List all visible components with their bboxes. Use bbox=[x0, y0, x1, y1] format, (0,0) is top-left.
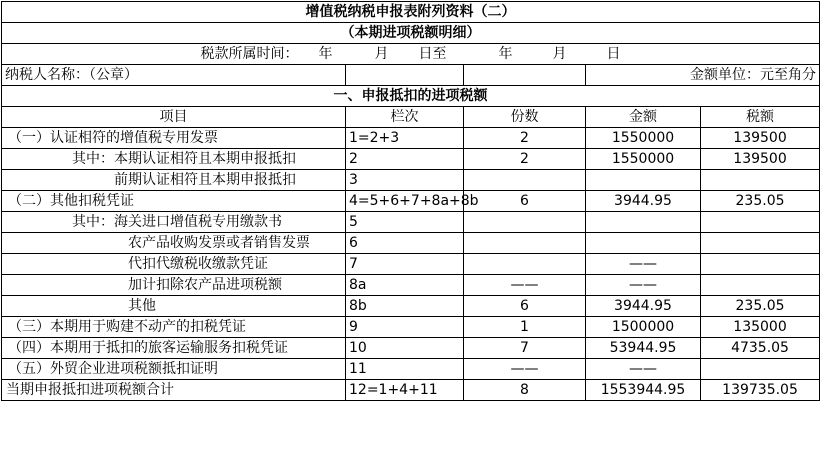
row-column-no: 9 bbox=[346, 317, 464, 338]
table-row bbox=[2, 149, 820, 170]
row-column-no: 4=5+6+7+8a+8b bbox=[346, 191, 464, 212]
tax-form-table bbox=[1, 1, 820, 401]
table-row-total bbox=[2, 380, 820, 401]
row-item: 其他 bbox=[2, 296, 346, 317]
row-count[interactable]: —— bbox=[464, 359, 586, 380]
row-item: （四）本期用于抵扣的旅客运输服务扣税凭证 bbox=[2, 338, 346, 359]
form-title: 增值税纳税申报表附列资料（二） bbox=[2, 2, 820, 23]
row-count[interactable]: 6 bbox=[464, 296, 586, 317]
period-day-end: 日 bbox=[606, 46, 621, 62]
row-column-no: 8a bbox=[346, 275, 464, 296]
row-amount[interactable]: —— bbox=[586, 254, 701, 275]
row-tax[interactable] bbox=[701, 254, 820, 275]
period-label: 税款所属时间： bbox=[200, 46, 299, 62]
row-item: 其中：海关进口增值税专用缴款书 bbox=[2, 212, 346, 233]
row-count[interactable]: 2 bbox=[464, 149, 586, 170]
row-amount[interactable]: 53944.95 bbox=[586, 338, 701, 359]
row-count[interactable]: 2 bbox=[464, 128, 586, 149]
row-item: （三）本期用于购建不动产的扣税凭证 bbox=[2, 317, 346, 338]
header-item: 项目 bbox=[2, 107, 346, 128]
row-column-no: 12=1+4+11 bbox=[346, 380, 464, 401]
row-tax[interactable]: 139500 bbox=[701, 149, 820, 170]
section-title: 一、申报抵扣的进项税额 bbox=[2, 86, 820, 107]
row-amount[interactable]: 3944.95 bbox=[586, 296, 701, 317]
header-tax: 税额 bbox=[701, 107, 820, 128]
row-tax[interactable]: 4735.05 bbox=[701, 338, 820, 359]
row-count[interactable] bbox=[464, 233, 586, 254]
row-count[interactable] bbox=[464, 170, 586, 191]
row-amount[interactable]: —— bbox=[586, 359, 701, 380]
row-item: 当期申报抵扣进项税额合计 bbox=[2, 380, 346, 401]
row-amount[interactable] bbox=[586, 212, 701, 233]
table-row bbox=[2, 317, 820, 338]
taxpayer-name-label: 纳税人名称：（公章） bbox=[2, 65, 346, 86]
header-count: 份数 bbox=[464, 107, 586, 128]
row-count[interactable]: 1 bbox=[464, 317, 586, 338]
row-item: 农产品收购发票或者销售发票 bbox=[2, 233, 346, 254]
row-item: （二）其他扣税凭证 bbox=[2, 191, 346, 212]
row-amount[interactable]: 3944.95 bbox=[586, 191, 701, 212]
row-amount[interactable]: —— bbox=[586, 275, 701, 296]
row-tax[interactable]: 139500 bbox=[701, 128, 820, 149]
row-amount[interactable]: 1550000 bbox=[586, 128, 701, 149]
table-row bbox=[2, 191, 820, 212]
table-row bbox=[2, 128, 820, 149]
amount-unit: 金额单位：元至角分 bbox=[586, 65, 820, 86]
row-amount[interactable]: 1550000 bbox=[586, 149, 701, 170]
tax-period bbox=[2, 44, 820, 65]
row-count[interactable]: 6 bbox=[464, 191, 586, 212]
table-row bbox=[2, 296, 820, 317]
row-tax[interactable] bbox=[701, 170, 820, 191]
row-tax[interactable]: 235.05 bbox=[701, 296, 820, 317]
row-column-no: 1=2+3 bbox=[346, 128, 464, 149]
row-column-no: 6 bbox=[346, 233, 464, 254]
row-column-no: 2 bbox=[346, 149, 464, 170]
row-tax[interactable]: 139735.05 bbox=[701, 380, 820, 401]
row-count[interactable] bbox=[464, 254, 586, 275]
row-tax[interactable] bbox=[701, 212, 820, 233]
period-year-start: 年 bbox=[318, 46, 333, 62]
table-row bbox=[2, 275, 820, 296]
row-count[interactable]: —— bbox=[464, 275, 586, 296]
header-column-no: 栏次 bbox=[346, 107, 464, 128]
table-row bbox=[2, 254, 820, 275]
row-item: 其中：本期认证相符且本期申报抵扣 bbox=[2, 149, 346, 170]
row-amount[interactable]: 1553944.95 bbox=[586, 380, 701, 401]
period-year-end: 年 bbox=[498, 46, 513, 62]
row-tax[interactable]: 135000 bbox=[701, 317, 820, 338]
row-item: 加计扣除农产品进项税额 bbox=[2, 275, 346, 296]
row-column-no: 7 bbox=[346, 254, 464, 275]
row-tax[interactable] bbox=[701, 275, 820, 296]
row-item: 代扣代缴税收缴款凭证 bbox=[2, 254, 346, 275]
row-amount[interactable]: 1500000 bbox=[586, 317, 701, 338]
row-tax[interactable] bbox=[701, 233, 820, 254]
row-amount[interactable] bbox=[586, 170, 701, 191]
row-count[interactable] bbox=[464, 212, 586, 233]
form-subtitle: （本期进项税额明细） bbox=[2, 23, 820, 44]
table-row bbox=[2, 338, 820, 359]
row-item: （五）外贸企业进项税额抵扣证明 bbox=[2, 359, 346, 380]
row-count[interactable]: 8 bbox=[464, 380, 586, 401]
row-column-no: 3 bbox=[346, 170, 464, 191]
table-row bbox=[2, 170, 820, 191]
period-month-start: 月 bbox=[374, 46, 389, 62]
row-column-no: 8b bbox=[346, 296, 464, 317]
table-row bbox=[2, 359, 820, 380]
period-month-end: 月 bbox=[552, 46, 567, 62]
header-amount: 金额 bbox=[586, 107, 701, 128]
row-column-no: 10 bbox=[346, 338, 464, 359]
table-row bbox=[2, 233, 820, 254]
row-tax[interactable]: 235.05 bbox=[701, 191, 820, 212]
row-item: 前期认证相符且本期申报抵扣 bbox=[2, 170, 346, 191]
row-count[interactable]: 7 bbox=[464, 338, 586, 359]
table-row bbox=[2, 212, 820, 233]
row-item: （一）认证相符的增值税专用发票 bbox=[2, 128, 346, 149]
row-tax[interactable] bbox=[701, 359, 820, 380]
period-day-to: 日至 bbox=[418, 46, 447, 62]
row-column-no: 5 bbox=[346, 212, 464, 233]
row-amount[interactable] bbox=[586, 233, 701, 254]
row-column-no: 11 bbox=[346, 359, 464, 380]
